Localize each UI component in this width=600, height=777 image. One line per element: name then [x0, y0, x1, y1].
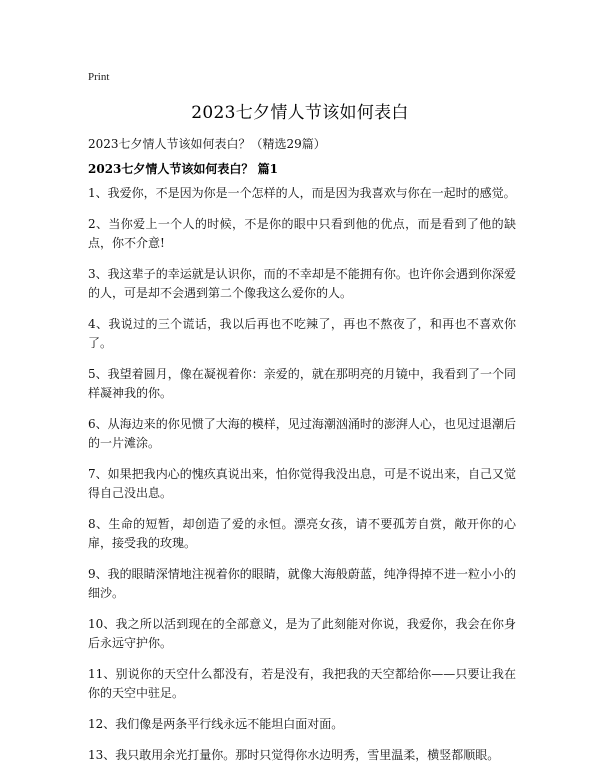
paragraph-2: 2、当你爱上一个人的时候，不是你的眼中只看到他的优点，而是看到了他的缺点，你不介意! [88, 217, 516, 250]
paragraph-3: 3、我这辈子的幸运就是认识你，而的不幸却是不能拥有你。也许你会遇到你深爱的人，可是却不会遇到第二个像我这么爱你的人。 [88, 267, 516, 300]
paragraph-10: 10、我之所以活到现在的全部意义，是为了此刻能对你说，我爱你，我会在你身后永远守护你。 [88, 617, 516, 650]
print-label: Print [88, 71, 110, 83]
paragraph-11: 11、别说你的天空什么都没有，若是没有，我把我的天空都给你——只要让我在你的天空中驻足。 [88, 667, 516, 700]
paragraph-9: 9、我的眼睛深情地注视着你的眼睛，就像大海般蔚蓝，纯净得掉不进一粒小小的细沙。 [88, 567, 516, 600]
paragraph-1: 1、我爱你，不是因为你是一个怎样的人，而是因为我喜欢与你在一起时的感觉。 [88, 186, 516, 200]
paragraph-7: 7、如果把我内心的愧疚真说出来，怕你觉得我没出息，可是不说出来，自己又觉得自己没出息。 [88, 467, 516, 500]
paragraph-12: 12、我们像是两条平行线永远不能坦白面对面。 [88, 717, 344, 731]
document-title: 2023七夕情人节该如何表白 [191, 103, 409, 123]
paragraph-list [88, 184, 516, 777]
document-subtitle: 2023七夕情人节该如何表白？（精选29篇） [88, 137, 326, 151]
paragraph-6: 6、从海边来的你见惯了大海的模样，见过海潮汹涌时的澎湃人心，也见过退潮后的一片滩涂。 [88, 417, 516, 450]
section-heading: 2023七夕情人节该如何表白？ 篇1 [88, 162, 278, 176]
paragraph-8: 8、生命的短暂，却创造了爱的永恒。漂亮女孩，请不要孤芳自赏，敞开你的心扉，接受我的玫瑰。 [88, 517, 516, 550]
paragraph-5: 5、我望着圆月，像在凝视着你：亲爱的，就在那明亮的月镜中，我看到了一个同样凝神我的你。 [88, 367, 516, 400]
paragraph-13: 13、我只敢用余光打量你。那时只觉得你水边明秀，雪里温柔，横竖都顺眼。 [88, 748, 500, 762]
paragraph-4: 4、我说过的三个谎话，我以后再也不吃辣了，再也不熬夜了，和再也不喜欢你了。 [88, 317, 516, 350]
